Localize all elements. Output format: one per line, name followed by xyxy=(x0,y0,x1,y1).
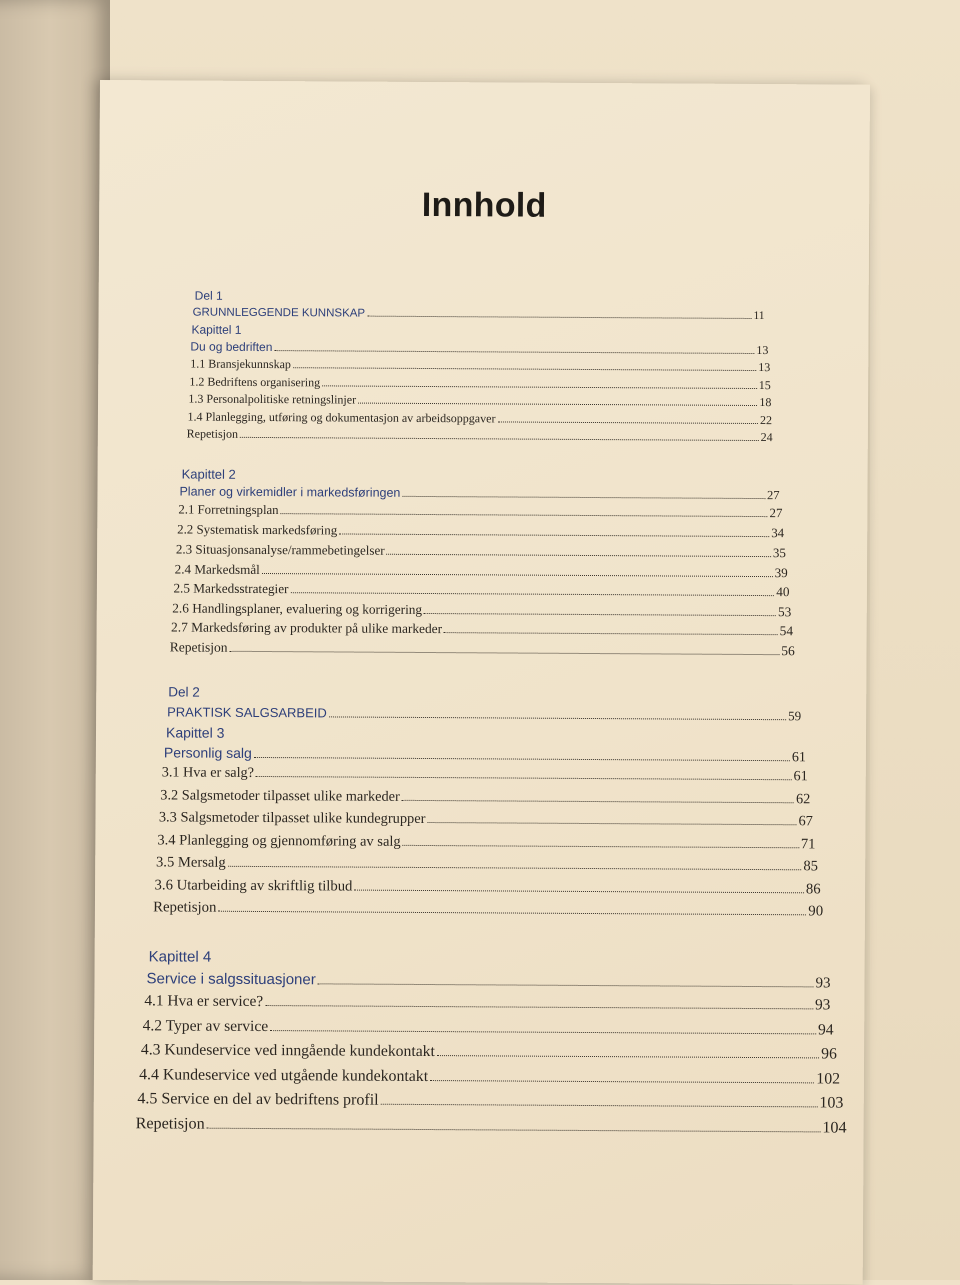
chapter-label: Kapittel 1 xyxy=(191,322,242,337)
toc-entry-page: 93 xyxy=(814,996,831,1014)
toc-entry-label: 4.5 Service en del av bedriftens profil xyxy=(137,1090,379,1109)
toc-entry-label: 2.7 Markedsføring av produkter på ulike markeder xyxy=(171,619,443,637)
toc-entry[interactable] xyxy=(144,992,830,1014)
toc-entry-page: 85 xyxy=(803,858,819,875)
toc-entry-page: 59 xyxy=(788,708,802,724)
dot-leader xyxy=(207,1127,821,1132)
toc-entry[interactable] xyxy=(172,600,791,620)
chapter-label: Kapittel 4 xyxy=(148,948,212,966)
part-label: Del 2 xyxy=(168,684,200,700)
toc-entry[interactable] xyxy=(136,1115,847,1137)
toc-entry-page: 67 xyxy=(798,813,813,830)
toc-entry-label: 1.4 Planlegging, utføring og dokumentasjon av arbeidsoppgaver xyxy=(187,409,496,425)
dot-leader xyxy=(240,437,759,441)
toc-entry-page: 22 xyxy=(759,412,773,427)
toc-entry-page: 61 xyxy=(791,750,806,766)
toc-entry-page: 71 xyxy=(800,835,816,852)
toc-entry-page: 96 xyxy=(821,1045,837,1063)
dot-leader xyxy=(262,572,773,576)
toc-entry-chapter[interactable] xyxy=(146,970,830,992)
toc-entry[interactable] xyxy=(171,619,793,639)
dot-leader xyxy=(281,513,768,517)
toc-entry[interactable] xyxy=(176,541,786,561)
toc-entry-label: Repetisjon xyxy=(169,638,228,655)
dot-leader xyxy=(424,612,776,615)
toc-entry-label: 3.3 Salgsmetoder tilpasset ulike kundegrupper xyxy=(158,809,426,828)
toc-entry-label: PRAKTISK SALGSARBEID xyxy=(167,704,327,721)
toc-entry-part[interactable] xyxy=(167,704,801,724)
toc-entry-label: 3.2 Salgsmetoder tilpasset ulike markeder xyxy=(160,786,400,805)
toc-entry[interactable] xyxy=(190,357,770,376)
dot-leader xyxy=(444,632,778,635)
chapter-label: Kapittel 3 xyxy=(165,724,225,741)
toc-entry-page: 13 xyxy=(756,343,769,358)
part-label: Del 1 xyxy=(194,288,223,303)
toc-entry[interactable] xyxy=(137,1090,843,1112)
dot-leader xyxy=(218,911,806,916)
dot-leader xyxy=(381,1104,818,1108)
dot-leader xyxy=(329,716,786,720)
dot-leader xyxy=(256,776,792,780)
toc-entry-page: 34 xyxy=(771,525,785,540)
toc-entry-page: 15 xyxy=(758,377,771,392)
toc-entry[interactable] xyxy=(162,764,808,785)
toc-entry-label: Repetisjon xyxy=(153,899,217,916)
toc-entry-page: 39 xyxy=(774,564,788,580)
toc-entry-label: 2.2 Systematisk markedsføring xyxy=(177,521,338,537)
toc-entry-label: 2.1 Forretningsplan xyxy=(178,502,279,518)
toc-entry-label: Planer og virkemidler i markedsføringen xyxy=(179,484,401,500)
toc-entry-label: 4.1 Hva er service? xyxy=(144,992,264,1011)
dot-leader xyxy=(367,316,751,319)
toc-entry[interactable] xyxy=(177,522,784,541)
toc-entry[interactable] xyxy=(187,427,773,446)
toc-entry-page: 54 xyxy=(779,623,794,639)
page-title: Innhold xyxy=(421,185,547,225)
dot-leader xyxy=(322,385,757,389)
dot-leader xyxy=(387,554,771,557)
toc-entry-label: 2.3 Situasjonsanalyse/rammebetingelser xyxy=(175,541,385,558)
toc-entry-label: 4.3 Kundeservice ved inngående kundekontakt xyxy=(140,1041,435,1061)
toc-entry-label: 3.5 Mersalg xyxy=(155,854,226,871)
dot-leader xyxy=(402,496,765,499)
toc-entry[interactable] xyxy=(173,580,789,600)
dot-leader xyxy=(339,533,769,537)
dot-leader xyxy=(354,889,803,893)
toc-entry-page: 90 xyxy=(808,903,824,920)
toc-entry-label: 1.1 Bransjekunnskap xyxy=(190,356,291,372)
toc-entry-page: 56 xyxy=(781,642,795,658)
toc-entry[interactable] xyxy=(159,809,813,830)
toc-entry-label: 4.2 Typer av service xyxy=(142,1016,269,1035)
toc-entry-label: 2.5 Markedsstrategier xyxy=(173,580,289,597)
toc-entry-page: 53 xyxy=(777,603,792,619)
dot-leader xyxy=(430,1080,814,1083)
toc-entry-label: 3.6 Utarbeiding av skriftlig tilbud xyxy=(154,876,353,895)
toc-entry-label: GRUNNLEGGENDE KUNNSKAP xyxy=(192,306,366,320)
toc-entry-page: 35 xyxy=(772,545,786,561)
dot-leader xyxy=(270,1030,816,1034)
toc-entry-page: 11 xyxy=(753,309,765,323)
toc-entry-page: 13 xyxy=(758,360,771,375)
toc-entry-page: 103 xyxy=(819,1094,844,1112)
toc-entry-page: 61 xyxy=(793,768,808,785)
dot-leader xyxy=(290,592,774,596)
toc-entry-part[interactable] xyxy=(193,307,765,323)
dot-leader xyxy=(228,866,802,871)
dot-leader xyxy=(274,350,754,354)
toc-entry-label: Du og bedriften xyxy=(190,339,273,355)
toc-entry-chapter[interactable] xyxy=(190,340,768,359)
dot-leader xyxy=(230,650,780,654)
toc-entry[interactable] xyxy=(139,1066,840,1088)
toc-entry[interactable] xyxy=(156,854,818,875)
toc-entry[interactable] xyxy=(155,877,821,898)
toc-entry-label: 1.2 Bedriftens organisering xyxy=(189,374,321,389)
toc-entry-chapter[interactable] xyxy=(164,744,806,766)
toc-entry-label: 4.4 Kundeservice ved utgående kundekontakt xyxy=(139,1065,429,1085)
toc-entry-page: 40 xyxy=(776,584,790,600)
dot-leader xyxy=(497,421,758,424)
toc-entry-page: 62 xyxy=(795,790,811,807)
toc-entry-chapter[interactable] xyxy=(179,484,779,503)
dot-leader xyxy=(265,1005,813,1009)
toc-entry-page: 94 xyxy=(818,1020,834,1038)
toc-entry-label: 2.6 Handlingsplaner, evaluering og korrigering xyxy=(172,599,423,617)
table-of-contents xyxy=(93,80,870,1285)
toc-entry-page: 104 xyxy=(822,1118,847,1137)
toc-entry[interactable] xyxy=(189,374,771,393)
toc-entry-page: 24 xyxy=(760,430,773,445)
toc-entry-page: 93 xyxy=(815,975,831,992)
toc-entry-page: 18 xyxy=(759,395,772,410)
toc-entry[interactable] xyxy=(188,392,771,411)
dot-leader xyxy=(427,822,796,825)
dot-leader xyxy=(402,799,794,802)
toc-entry[interactable] xyxy=(170,639,795,659)
toc-entry-label: Service i salgssituasjoner xyxy=(146,970,316,989)
chapter-label: Kapittel 2 xyxy=(181,466,236,482)
toc-entry-label: Repetisjon xyxy=(186,426,239,441)
toc-entry[interactable] xyxy=(178,502,782,521)
toc-entry-label: 1.3 Personalpolitiske retningslinjer xyxy=(188,391,357,407)
toc-entry-label: Repetisjon xyxy=(135,1114,205,1133)
dot-leader xyxy=(403,844,799,847)
toc-entry[interactable] xyxy=(141,1041,837,1063)
dot-leader xyxy=(358,403,757,406)
dot-leader xyxy=(318,983,814,987)
dot-leader xyxy=(293,367,756,371)
toc-entry[interactable] xyxy=(187,409,772,428)
toc-entry-label: 3.1 Hva er salg? xyxy=(161,764,255,781)
toc-entry[interactable] xyxy=(160,787,810,808)
toc-entry[interactable] xyxy=(175,561,788,581)
toc-entry[interactable] xyxy=(153,899,823,920)
toc-entry-page: 86 xyxy=(805,880,821,897)
toc-entry[interactable] xyxy=(157,832,815,853)
toc-entry-page: 102 xyxy=(816,1069,841,1088)
toc-entry-page: 27 xyxy=(766,488,780,503)
toc-entry-label: 3.4 Planlegging og gjennomføring av salg xyxy=(157,831,401,850)
contents-page xyxy=(93,80,870,1285)
dot-leader xyxy=(254,757,790,761)
toc-entry[interactable] xyxy=(143,1017,834,1039)
dot-leader xyxy=(437,1055,819,1058)
toc-entry-page: 27 xyxy=(769,506,783,521)
toc-entry-label: Personlig salg xyxy=(163,744,252,761)
toc-entry-label: 2.4 Markedsmål xyxy=(174,560,260,577)
